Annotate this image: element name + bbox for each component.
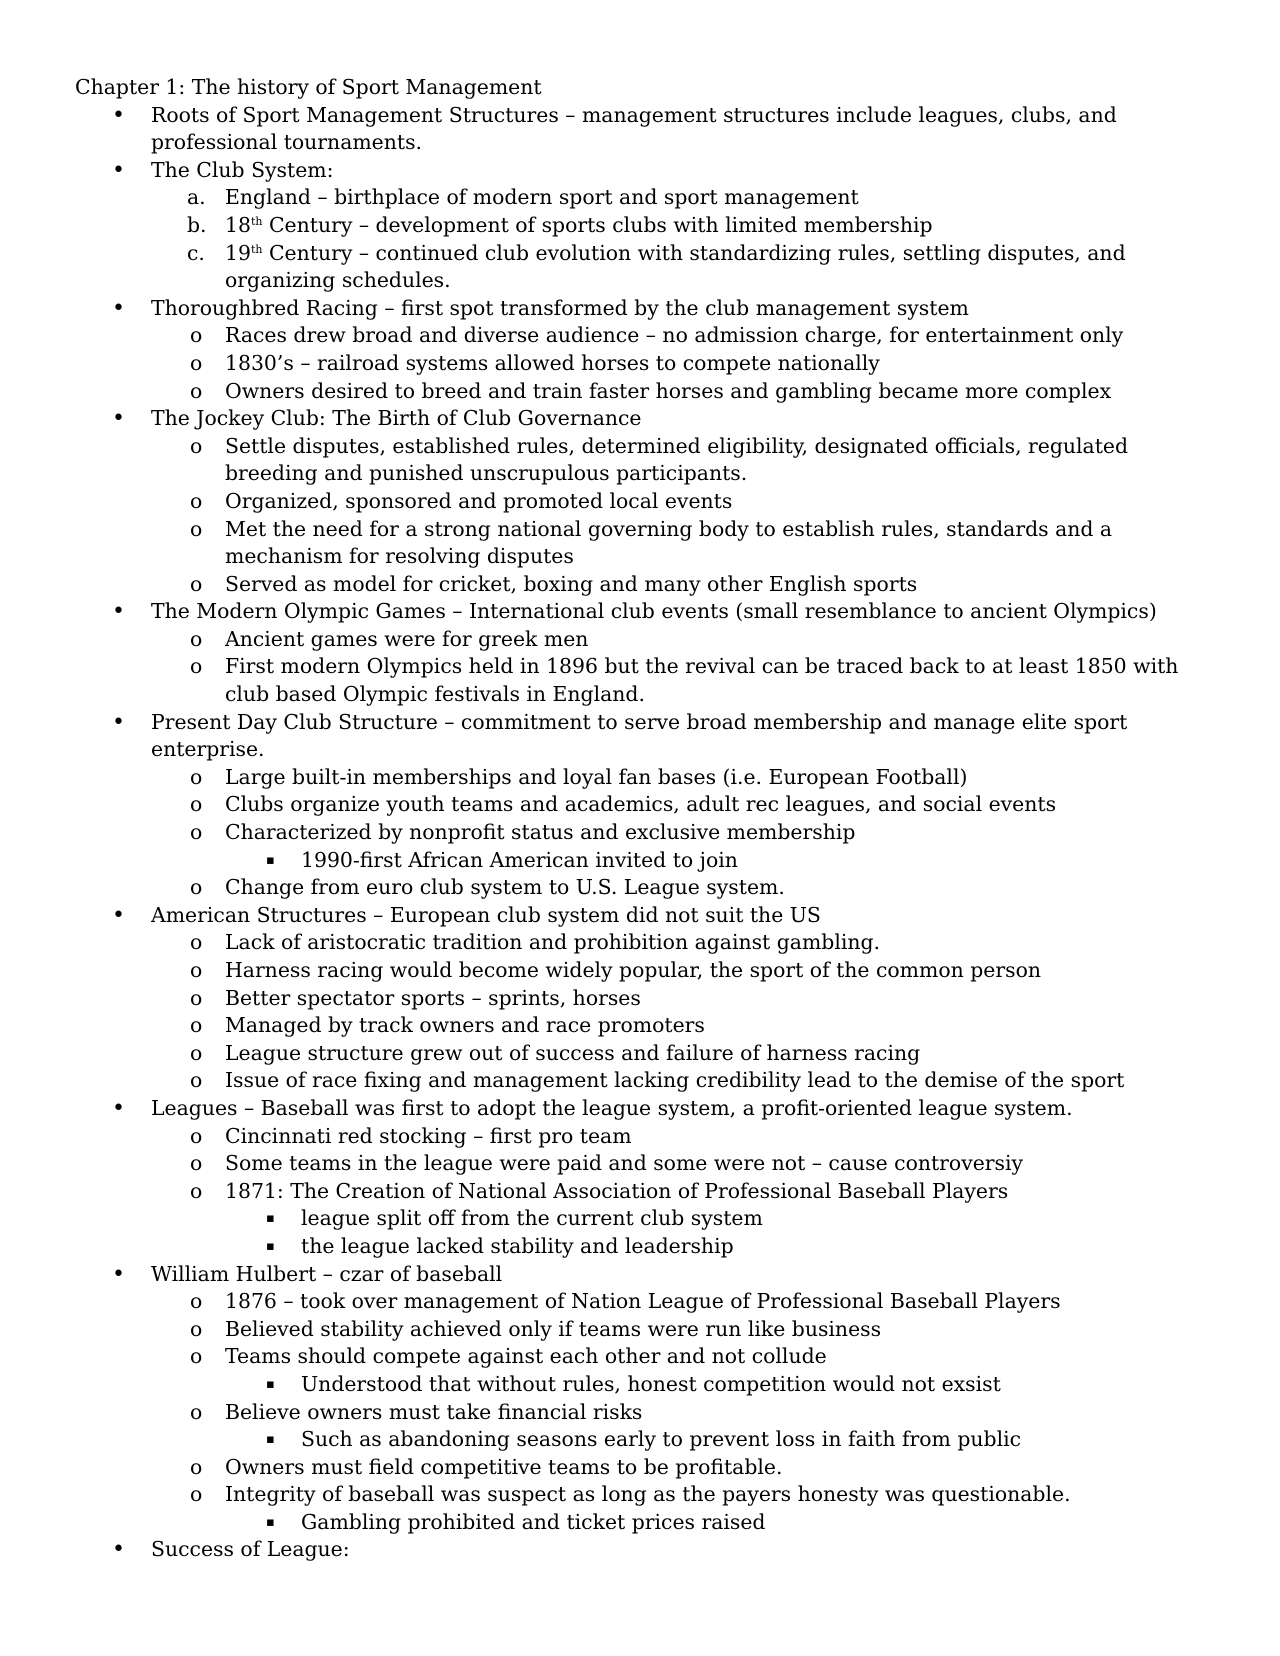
- circle-marker: o: [190, 1289, 203, 1314]
- sub-item: [75, 653, 1205, 708]
- bullet-item: [75, 1536, 1205, 1564]
- sub-item-text: Issue of race fixing and management lacking credibility lead to the demise of the sport: [225, 1068, 1125, 1093]
- circle-marker: o: [190, 626, 203, 651]
- circle-marker: o: [190, 571, 203, 596]
- sub-item: [75, 626, 1205, 654]
- ordinal-suffix: th: [250, 242, 263, 256]
- sub-item-text: Managed by track owners and race promoters: [225, 1013, 705, 1038]
- bullet-text: The Jockey Club: The Birth of Club Governance: [151, 406, 642, 431]
- sub-item: [75, 1040, 1205, 1068]
- sub-sub-item: [75, 1426, 1205, 1454]
- sub-item-text: 1830’s – railroad systems allowed horses to compete nationally: [225, 350, 880, 375]
- sub-sub-item: [75, 1233, 1205, 1261]
- circle-marker: o: [190, 875, 203, 900]
- sub-sub-item: [75, 847, 1205, 875]
- sub-item-text: Owners desired to breed and train faster horses and gambling became more complex: [225, 378, 1112, 403]
- sub-item-text: 1871: The Creation of National Association of Professional Baseball Players: [225, 1178, 1009, 1203]
- bullet-marker: •: [112, 902, 125, 928]
- sub-sub-item: [75, 1371, 1205, 1399]
- sub-item-text: Owners must field competitive teams to be profitable.: [225, 1454, 783, 1479]
- sub-item-text: Cincinnati red stocking – first pro team: [225, 1123, 632, 1148]
- square-marker: ▪: [266, 1432, 275, 1448]
- sub-item-text: Change from euro club system to U.S. League system.: [225, 875, 785, 900]
- bullet-item: [75, 598, 1205, 626]
- bullet-item: [75, 1095, 1205, 1123]
- bullet-text: Leagues – Baseball was first to adopt the league system, a profit-oriented league system.: [151, 1095, 1073, 1120]
- bullet-marker: •: [112, 102, 125, 128]
- sub-item-text: Ancient games were for greek men: [225, 626, 589, 651]
- square-marker: ▪: [266, 1376, 275, 1392]
- sub-sub-item-text: 1990-first African American invited to join: [301, 847, 738, 872]
- sub-item: [75, 791, 1205, 819]
- square-marker: ▪: [266, 1211, 275, 1227]
- sub-sub-item-text: league split off from the current club system: [301, 1206, 763, 1231]
- circle-marker: o: [190, 654, 203, 679]
- letter-marker: a.: [187, 185, 206, 210]
- circle-marker: o: [190, 350, 203, 375]
- sub-item: [75, 212, 1205, 240]
- sub-item-text: Large built-in memberships and loyal fan bases (i.e. European Football): [225, 764, 968, 789]
- circle-marker: o: [190, 1399, 203, 1424]
- sub-item: [75, 1288, 1205, 1316]
- sub-item: [75, 322, 1205, 350]
- ordinal-suffix: th: [250, 214, 263, 228]
- square-marker: ▪: [266, 852, 275, 868]
- sub-item-text: Clubs organize youth teams and academics, adult rec leagues, and social events: [225, 792, 1057, 817]
- sub-sub-item-text: Understood that without rules, honest competition would not exsist: [301, 1371, 1001, 1396]
- circle-marker: o: [190, 792, 203, 817]
- circle-marker: o: [190, 958, 203, 982]
- sub-item-text: Harness racing would become widely popular, the sport of the common person: [225, 958, 1041, 982]
- sub-item: [75, 1150, 1205, 1178]
- bullet-text: Roots of Sport Management Structures – management structures include leagues, clubs, and professional tournaments.: [151, 102, 1117, 155]
- circle-marker: o: [190, 1482, 203, 1507]
- bullet-marker: •: [112, 709, 125, 735]
- sub-item-text: Served as model for cricket, boxing and many other English sports: [225, 571, 918, 596]
- sub-item: [75, 1481, 1205, 1509]
- bullet-text: The Modern Olympic Games – International club events (small resemblance to ancient Olympics): [151, 599, 1157, 624]
- bullet-marker: •: [112, 1261, 125, 1287]
- sub-item-text: Organized, sponsored and promoted local events: [225, 488, 733, 513]
- circle-marker: o: [190, 985, 203, 1010]
- bullet-item: [75, 102, 1205, 157]
- sub-item: [75, 240, 1205, 295]
- circle-marker: o: [190, 1178, 203, 1203]
- bullet-item: [75, 157, 1205, 185]
- sub-item: [75, 488, 1205, 516]
- bullet-text: Thoroughbred Racing – first spot transformed by the club management system: [151, 295, 969, 320]
- circle-marker: o: [190, 930, 203, 955]
- circle-marker: o: [190, 1013, 203, 1038]
- sub-sub-item: [75, 1509, 1205, 1537]
- sub-item-text: First modern Olympics held in 1896 but the revival can be traced back to at least 1850 with club based Olympic festivals in England.: [225, 654, 1179, 707]
- sub-item-text: Integrity of baseball was suspect as long as the payers honesty was questionable.: [225, 1482, 1071, 1507]
- circle-marker: o: [190, 323, 203, 348]
- sub-item: [75, 378, 1205, 406]
- century-number: 18: [225, 212, 251, 237]
- bullet-text: Success of League:: [151, 1537, 350, 1562]
- square-marker: ▪: [266, 1514, 275, 1530]
- sub-item: [75, 184, 1205, 212]
- bullet-marker: •: [112, 157, 125, 183]
- bullet-item: [75, 405, 1205, 433]
- sub-item-text: Some teams in the league were paid and some were not – cause controversiy: [225, 1151, 1024, 1176]
- sub-item: [75, 985, 1205, 1013]
- sub-item-text: Races drew broad and diverse audience – no admission charge, for entertainment only: [225, 323, 1124, 348]
- bullet-text: The Club System:: [151, 157, 334, 182]
- sub-item: [75, 874, 1205, 902]
- sub-item: [75, 957, 1205, 985]
- century-number: 19: [225, 240, 251, 265]
- sub-item-text: Characterized by nonprofit status and exclusive membership: [225, 820, 856, 845]
- sub-item: [75, 1343, 1205, 1371]
- sub-item-text: England – birthplace of modern sport and sport management: [225, 185, 859, 210]
- bullet-marker: •: [112, 1095, 125, 1121]
- letter-marker: b.: [187, 212, 207, 237]
- sub-item-text: Better spectator sports – sprints, horses: [225, 985, 641, 1010]
- sub-item: [75, 1454, 1205, 1482]
- circle-marker: o: [190, 1151, 203, 1176]
- bullet-marker: •: [112, 295, 125, 321]
- bullet-item: [75, 295, 1205, 323]
- sub-item: [75, 1316, 1205, 1344]
- bullet-text: William Hulbert – czar of baseball: [151, 1261, 503, 1286]
- sub-item: [75, 1178, 1205, 1206]
- sub-sub-item-text: Such as abandoning seasons early to prevent loss in faith from public: [301, 1427, 1022, 1452]
- outline-list: [75, 102, 1205, 1564]
- sub-item-text: Believed stability achieved only if teams were run like business: [225, 1316, 882, 1341]
- sub-item: [75, 819, 1205, 847]
- sub-sub-item: [75, 1205, 1205, 1233]
- bullet-item: [75, 709, 1205, 764]
- circle-marker: o: [190, 764, 203, 789]
- bullet-item: [75, 902, 1205, 930]
- sub-sub-item-text: the league lacked stability and leadership: [301, 1233, 734, 1258]
- sub-item: [75, 1123, 1205, 1151]
- circle-marker: o: [190, 820, 203, 845]
- sub-item: [75, 433, 1205, 488]
- circle-marker: o: [190, 1123, 203, 1148]
- document-page: [75, 74, 1205, 1564]
- circle-marker: o: [190, 1040, 203, 1065]
- circle-marker: o: [190, 378, 203, 403]
- sub-sub-item-text: Gambling prohibited and ticket prices raised: [301, 1509, 766, 1534]
- square-marker: ▪: [266, 1238, 275, 1254]
- circle-marker: o: [190, 1068, 203, 1093]
- sub-item-text: Believe owners must take financial risks: [225, 1399, 643, 1424]
- sub-item-text: Lack of aristocratic tradition and prohibition against gambling.: [225, 930, 881, 955]
- bullet-marker: •: [112, 599, 125, 625]
- bullet-item: [75, 1261, 1205, 1289]
- sub-item: [75, 929, 1205, 957]
- sub-item-text: 1876 – took over management of Nation League of Professional Baseball Players: [225, 1289, 1061, 1314]
- circle-marker: o: [190, 1454, 203, 1479]
- sub-item: [75, 764, 1205, 792]
- sub-item-text: Century – continued club evolution with standardizing rules, settling disputes, and organizing schedules.: [225, 240, 1126, 293]
- sub-item: [75, 350, 1205, 378]
- circle-marker: o: [190, 516, 203, 541]
- bullet-text: Present Day Club Structure – commitment to serve broad membership and manage elite sport enterprise.: [151, 709, 1128, 762]
- circle-marker: o: [190, 433, 203, 458]
- sub-item-text: Teams should compete against each other and not collude: [225, 1344, 827, 1369]
- sub-item: [75, 516, 1205, 571]
- circle-marker: o: [190, 1316, 203, 1341]
- bullet-text: American Structures – European club system did not suit the US: [151, 902, 821, 927]
- sub-item-text: Met the need for a strong national governing body to establish rules, standards and a mechanism for resolving disputes: [225, 516, 1113, 569]
- bullet-marker: •: [112, 1537, 125, 1563]
- circle-marker: o: [190, 1344, 203, 1369]
- sub-item: [75, 571, 1205, 599]
- sub-item: [75, 1399, 1205, 1427]
- sub-item-text: Settle disputes, established rules, determined eligibility, designated officials, regulated breeding and punished unscrupulous participants.: [225, 433, 1129, 486]
- letter-marker: c.: [187, 240, 205, 265]
- sub-item-text: Century – development of sports clubs with limited membership: [262, 212, 933, 237]
- sub-item-text: League structure grew out of success and failure of harness racing: [225, 1040, 921, 1065]
- bullet-marker: •: [112, 406, 125, 432]
- sub-item: [75, 1012, 1205, 1040]
- page-title: Chapter 1: The history of Sport Management: [75, 75, 542, 99]
- circle-marker: o: [190, 488, 203, 513]
- sub-item: [75, 1067, 1205, 1095]
